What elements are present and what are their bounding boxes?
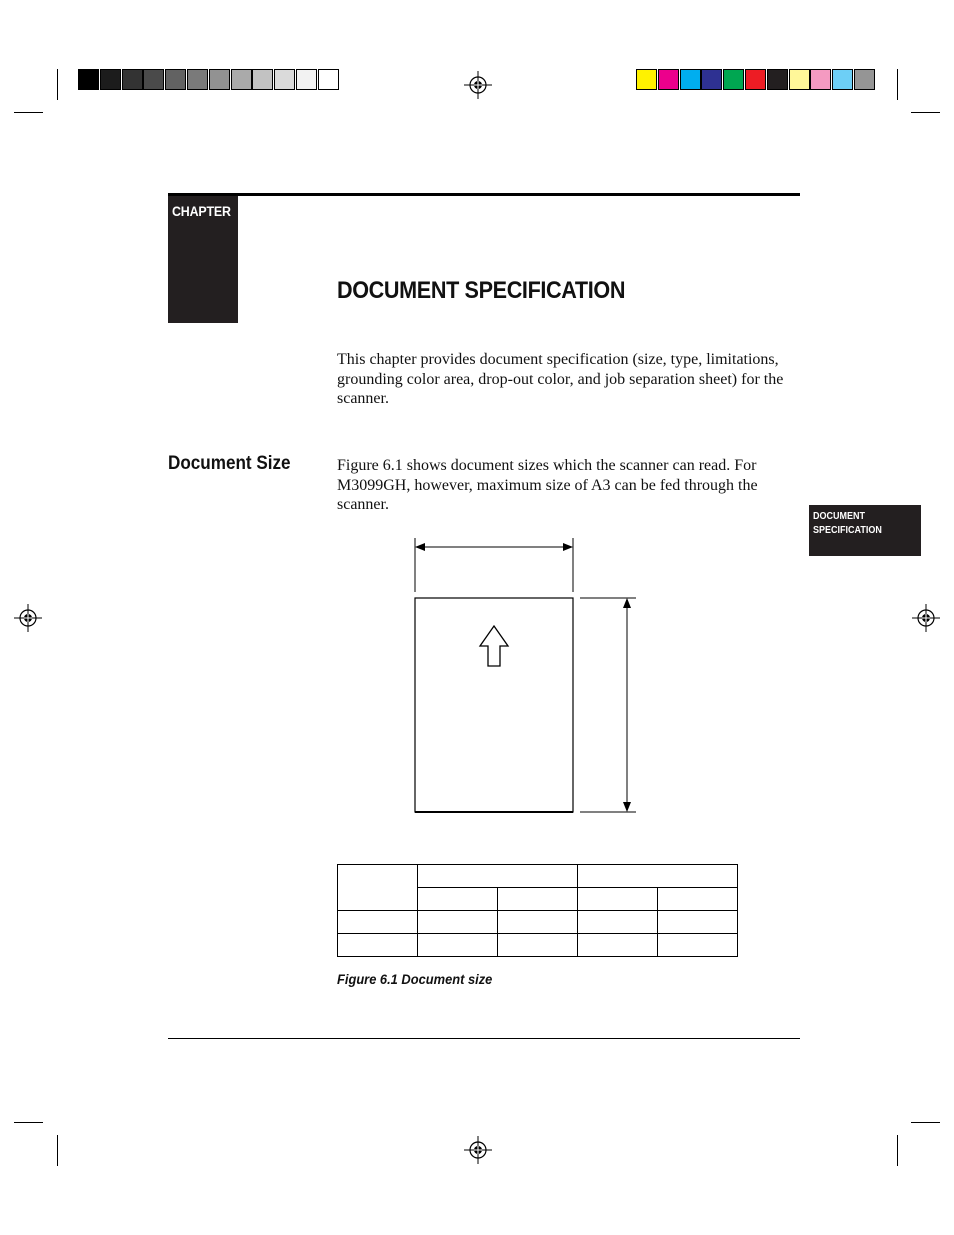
side-tab-line-2: SPECIFICATION — [813, 525, 882, 536]
crop-mark — [57, 1135, 58, 1166]
table-cell — [658, 911, 738, 934]
table-cell — [658, 934, 738, 957]
crop-mark — [911, 112, 940, 113]
color-swatch — [723, 69, 744, 90]
table-cell — [658, 888, 738, 911]
table-cell — [578, 911, 658, 934]
table-cell — [498, 888, 578, 911]
page-title: DOCUMENT SPECIFICATION — [337, 277, 626, 304]
crop-mark — [57, 69, 58, 100]
table-cell — [338, 934, 418, 957]
color-swatch — [252, 69, 273, 90]
color-swatch — [209, 69, 230, 90]
table-cell — [338, 911, 418, 934]
table-cell — [578, 934, 658, 957]
crop-mark — [897, 1135, 898, 1166]
color-swatch — [122, 69, 143, 90]
registration-mark-icon — [14, 604, 42, 632]
table-cell — [418, 934, 498, 957]
table-cell — [498, 911, 578, 934]
document-size-diagram — [400, 530, 650, 820]
color-swatch — [789, 69, 810, 90]
registration-mark-icon — [464, 1136, 492, 1164]
color-swatch — [745, 69, 766, 90]
table-cell — [578, 865, 738, 888]
side-tab-line-1: DOCUMENT — [813, 511, 866, 522]
registration-mark-icon — [912, 604, 940, 632]
table-cell — [338, 865, 418, 911]
crop-mark — [911, 1122, 940, 1123]
color-swatch — [680, 69, 701, 90]
color-swatch — [165, 69, 186, 90]
registration-mark-icon — [464, 71, 492, 99]
intro-paragraph: This chapter provides document specification (size, type, limitations, grounding color area, drop-out color, and job separation sheet) for the scanner. — [337, 351, 784, 408]
color-swatch — [78, 69, 99, 90]
section-paragraph: Figure 6.1 shows document sizes which the scanner can read. For M3099GH, however, maximum size of A3 can be fed through the scanner. — [337, 457, 758, 514]
crop-mark — [897, 69, 898, 100]
color-swatch — [274, 69, 295, 90]
header-rule — [168, 193, 800, 196]
table-cell — [578, 888, 658, 911]
color-swatch — [658, 69, 679, 90]
footer-rule — [168, 1038, 800, 1039]
color-swatch — [701, 69, 722, 90]
color-swatch — [143, 69, 164, 90]
color-swatch — [854, 69, 875, 90]
color-swatch — [767, 69, 788, 90]
color-swatch — [318, 69, 339, 90]
table-cell — [418, 865, 578, 888]
crop-mark — [14, 1122, 43, 1123]
table-cell — [418, 888, 498, 911]
color-swatch — [810, 69, 831, 90]
document-size-table — [337, 864, 738, 957]
color-swatch — [296, 69, 317, 90]
chapter-label: CHAPTER — [172, 204, 231, 219]
figure-caption: Figure 6.1 Document size — [337, 971, 493, 987]
section-heading: Document Size — [168, 453, 291, 474]
side-tab — [809, 505, 921, 556]
crop-mark — [14, 112, 43, 113]
table-cell — [418, 911, 498, 934]
color-swatch — [100, 69, 121, 90]
table-cell — [498, 934, 578, 957]
color-swatch — [231, 69, 252, 90]
color-swatch — [832, 69, 853, 90]
color-swatch — [187, 69, 208, 90]
up-arrow-icon — [480, 626, 508, 666]
color-swatch — [636, 69, 657, 90]
